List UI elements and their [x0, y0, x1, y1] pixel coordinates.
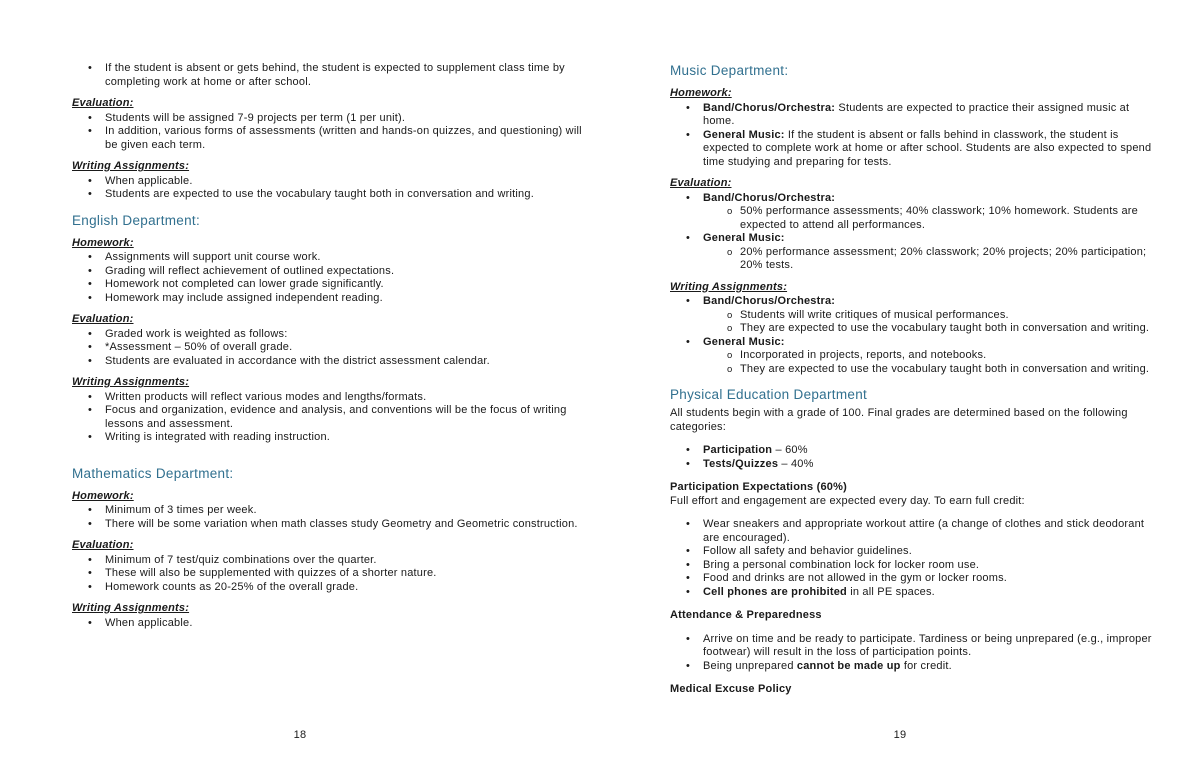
list-item-text	[703, 336, 1162, 350]
list-item	[72, 62, 596, 89]
bullet-icon: •	[88, 580, 93, 593]
list-item	[72, 567, 596, 581]
section-label: Homework:	[72, 236, 134, 249]
list-item-text	[703, 102, 1162, 129]
circle-bullet-icon: o	[727, 323, 733, 334]
list-item-text	[740, 205, 1162, 232]
list-item-text	[105, 125, 596, 152]
bold-text: General Music:	[703, 232, 785, 244]
text: Homework not completed can lower grade significantly.	[105, 278, 384, 290]
spacer	[670, 471, 1162, 481]
list-item	[670, 660, 1162, 674]
bullet-icon: •	[686, 444, 691, 456]
list-item-text	[740, 309, 1162, 323]
list-item	[670, 232, 1162, 246]
bullet-icon: •	[686, 585, 691, 598]
list-item-text	[703, 232, 1162, 246]
bullet-icon: •	[686, 295, 691, 307]
paragraph	[670, 407, 1162, 434]
bullet-icon: •	[88, 504, 93, 516]
bullet-icon: •	[686, 335, 691, 348]
list-item-text	[105, 391, 596, 405]
list-item	[72, 554, 596, 568]
section-label: Writing Assignments:	[72, 376, 190, 388]
text: Grading will reflect achievement of outlined expectations.	[105, 264, 395, 277]
bullet-icon: •	[88, 404, 93, 416]
bullet-icon: •	[88, 553, 93, 566]
text: Follow all safety and behavior guidelines.	[703, 545, 912, 557]
text: Homework may include assigned independent reading.	[105, 291, 383, 304]
list-item-text	[105, 431, 596, 445]
spacer	[670, 508, 1162, 518]
list-item-text	[105, 265, 596, 279]
list-item-text	[703, 518, 1162, 545]
list-item-text	[105, 278, 596, 292]
spacer	[670, 623, 1162, 633]
bullet-icon: •	[88, 188, 93, 200]
paragraph	[670, 495, 1162, 509]
list-item-text	[105, 581, 596, 595]
list-item-text	[703, 586, 1162, 600]
section-label: Homework:	[72, 489, 134, 502]
text: When applicable.	[105, 174, 193, 187]
text: Wear sneakers and appropriate workout attire (a change of clothes and stick deodorant are encouraged).	[703, 518, 1145, 544]
bold-text: Participation	[703, 444, 773, 456]
list-item-text	[105, 328, 596, 342]
list-item	[72, 292, 596, 306]
list-item	[72, 504, 596, 518]
bullet-icon: •	[88, 264, 93, 277]
text: 20% performance assessment; 20% classwork; 20% projects; 20% participation; 20% tests.	[740, 245, 1147, 271]
bullet-icon: •	[686, 632, 691, 645]
list-item-text	[105, 341, 596, 355]
text: Assignments will support unit course work.	[105, 251, 321, 263]
text: They are expected to use the vocabulary taught both in conversation and writing.	[740, 322, 1150, 334]
bullet-icon: •	[88, 278, 93, 290]
list-item	[72, 328, 596, 342]
text: Focus and organization, evidence and analysis, and conventions will be the focus of writing lessons and assessment.	[105, 404, 567, 430]
bullet-icon: •	[88, 111, 93, 124]
bullet-list	[670, 192, 1162, 273]
bullet-icon: •	[88, 327, 93, 340]
list-item-text	[703, 660, 1162, 674]
text: – 40%	[778, 457, 814, 470]
text: Incorporated in projects, reports, and notebooks.	[740, 349, 987, 361]
list-item-text	[105, 188, 596, 202]
list-item	[670, 192, 1162, 206]
section-label: Evaluation:	[670, 177, 732, 189]
bullet-icon: •	[88, 354, 93, 367]
list-item-text	[703, 444, 1162, 458]
section-label: Writing Assignments:	[72, 602, 190, 614]
bullet-list	[72, 554, 596, 595]
text: There will be some variation when math classes study Geometry and Geometric construction.	[105, 517, 578, 530]
text: These will also be supplemented with quizzes of a shorter nature.	[105, 567, 437, 579]
list-item-text	[740, 322, 1162, 336]
list-item-text	[703, 633, 1162, 660]
department-heading: English Department:	[72, 212, 201, 228]
bullet-icon: •	[88, 291, 93, 304]
bullet-list	[72, 62, 596, 89]
bullet-list	[72, 617, 596, 631]
bold-text: Band/Chorus/Orchestra:	[703, 191, 836, 204]
list-item	[670, 336, 1162, 350]
list-item-text	[105, 567, 596, 581]
bold-text: General Music:	[703, 335, 785, 348]
list-item-text	[703, 192, 1162, 206]
bullet-icon: •	[686, 128, 691, 141]
bullet-icon: •	[88, 251, 93, 263]
list-item-text	[105, 518, 596, 532]
spacer	[72, 445, 596, 455]
text: Students are expected to practice their assigned music at home.	[703, 101, 1130, 127]
list-item	[670, 458, 1162, 472]
list-item	[72, 278, 596, 292]
list-item	[72, 391, 596, 405]
section-label: Writing Assignments:	[670, 280, 788, 293]
bullet-icon: •	[686, 659, 691, 672]
section-label: Evaluation:	[72, 539, 134, 551]
list-item-text	[740, 246, 1162, 273]
bullet-icon: •	[686, 101, 691, 114]
list-item-text	[703, 572, 1162, 586]
list-item	[670, 444, 1162, 458]
text: Full effort and engagement are expected every day. To earn full credit:	[670, 494, 1025, 507]
spacer	[670, 673, 1162, 683]
bullet-icon: •	[686, 191, 691, 204]
list-item	[670, 349, 1162, 363]
list-item	[670, 572, 1162, 586]
bullet-icon: •	[686, 572, 691, 584]
bullet-list	[72, 328, 596, 369]
text: Homework counts as 20-25% of the overall grade.	[105, 580, 359, 593]
list-item-text	[703, 295, 1162, 309]
page-19	[600, 0, 1200, 776]
bullet-icon: •	[88, 341, 93, 353]
circle-bullet-icon: o	[727, 246, 733, 258]
list-item-text	[703, 545, 1162, 559]
text: All students begin with a grade of 100. Final grades are determined based on the following categories:	[670, 407, 1128, 433]
text: – 60%	[772, 444, 808, 456]
list-item	[670, 295, 1162, 309]
list-item	[72, 518, 596, 532]
list-item-text	[105, 504, 596, 518]
circle-bullet-icon: o	[727, 350, 733, 361]
list-item	[72, 175, 596, 189]
text: Bring a personal combination lock for locker room use.	[703, 558, 980, 571]
list-item	[670, 545, 1162, 559]
circle-bullet-icon: o	[727, 206, 733, 217]
text: They are expected to use the vocabulary taught both in conversation and writing.	[740, 362, 1150, 375]
department-heading: Physical Education Department	[670, 387, 868, 402]
spacer	[670, 434, 1162, 444]
list-item-text	[703, 559, 1162, 573]
page-content	[0, 0, 600, 630]
bold-text: Medical Excuse Policy	[670, 683, 792, 695]
bullet-list	[670, 102, 1162, 170]
paragraph	[670, 683, 1162, 697]
list-item-text	[703, 129, 1162, 170]
text: Students are expected to use the vocabulary taught both in conversation and writing.	[105, 188, 534, 200]
text: Students will be assigned 7-9 projects per term (1 per unit).	[105, 111, 406, 124]
bullet-icon: •	[88, 431, 93, 443]
text: Food and drinks are not allowed in the gym or locker rooms.	[703, 572, 1008, 584]
text: Arrive on time and be ready to participate. Tardiness or being unprepared (e.g., improper footwear) will result in the loss of participation points.	[703, 632, 1152, 658]
list-item	[670, 102, 1162, 129]
list-item	[72, 188, 596, 202]
list-item	[670, 363, 1162, 377]
list-item	[72, 617, 596, 631]
bold-text: cannot be made up	[796, 659, 901, 672]
list-item	[670, 309, 1162, 323]
bullet-icon: •	[686, 558, 691, 571]
text: Students will write critiques of musical performances.	[740, 308, 1009, 321]
bullet-icon: •	[88, 616, 93, 629]
bullet-list	[670, 633, 1162, 674]
text: If the student is absent or falls behind in classwork, the student is expected to complete work at home or after school. Students are also expected to spend time studying and preparing for tests.	[703, 128, 1152, 168]
bullet-icon: •	[88, 125, 93, 137]
text: Graded work is weighted as follows:	[105, 327, 288, 340]
circle-bullet-icon: o	[727, 309, 733, 321]
bold-text: Attendance & Preparedness	[670, 609, 822, 621]
list-item-text	[105, 404, 596, 431]
text: In addition, various forms of assessments (written and hands-on quizzes, and questioning) will be given each term.	[105, 125, 582, 151]
bold-text: Band/Chorus/Orchestra:	[703, 295, 836, 307]
department-heading: Music Department:	[670, 63, 789, 78]
circle-bullet-icon: o	[727, 363, 733, 375]
list-item-text	[105, 112, 596, 126]
list-item-text	[703, 458, 1162, 472]
bullet-icon: •	[88, 62, 93, 74]
list-item	[72, 341, 596, 355]
bullet-list	[72, 112, 596, 153]
text: 50% performance assessments; 40% classwork; 10% homework. Students are expected to attend all performances.	[740, 205, 1138, 231]
bullet-icon: •	[88, 174, 93, 187]
bullet-list	[670, 295, 1162, 376]
list-item-text	[105, 251, 596, 265]
bold-text: Tests/Quizzes	[703, 457, 779, 470]
list-item	[72, 112, 596, 126]
list-item	[670, 129, 1162, 170]
section-label: Homework:	[670, 87, 732, 99]
list-item-text	[105, 292, 596, 306]
section-label: Evaluation:	[72, 97, 134, 109]
list-item	[670, 246, 1162, 273]
list-item	[670, 518, 1162, 545]
text: in all PE spaces.	[846, 585, 935, 598]
text: If the student is absent or gets behind, the student is expected to supplement class time by completing work at home or after school.	[105, 62, 565, 88]
list-item	[670, 633, 1162, 660]
bold-text: Cell phones are prohibited	[703, 585, 847, 598]
list-item	[670, 205, 1162, 232]
list-item	[72, 265, 596, 279]
bullet-icon: •	[686, 518, 691, 530]
bullet-icon: •	[686, 545, 691, 557]
bullet-icon: •	[686, 457, 691, 470]
list-item	[72, 125, 596, 152]
section-label: Writing Assignments:	[72, 160, 190, 172]
text: Minimum of 7 test/quiz combinations over the quarter.	[105, 553, 377, 566]
text: Being unprepared	[703, 659, 797, 672]
bullet-list	[72, 251, 596, 305]
text: Minimum of 3 times per week.	[105, 504, 257, 516]
bullet-list	[72, 504, 596, 531]
list-item	[72, 581, 596, 595]
list-item	[72, 431, 596, 445]
list-item-text	[105, 617, 596, 631]
bullet-icon: •	[686, 232, 691, 244]
bold-text: General Music:	[703, 128, 785, 141]
list-item-text	[740, 363, 1162, 377]
section-label: Evaluation:	[72, 313, 134, 325]
bullet-icon: •	[88, 567, 93, 579]
paragraph	[670, 481, 1162, 495]
list-item-text	[740, 349, 1162, 363]
bullet-list	[72, 175, 596, 202]
text: Students are evaluated in accordance with the district assessment calendar.	[105, 354, 490, 367]
spacer	[670, 599, 1162, 609]
bullet-list	[670, 518, 1162, 599]
list-item	[670, 586, 1162, 600]
bullet-list	[670, 444, 1162, 471]
text: *Assessment – 50% of overall grade.	[105, 341, 293, 353]
page-number: 18	[293, 728, 307, 741]
text: Writing is integrated with reading instruction.	[105, 431, 331, 443]
paragraph	[670, 609, 1162, 623]
list-item	[670, 322, 1162, 336]
page-content	[600, 0, 1200, 697]
text: When applicable.	[105, 616, 193, 629]
department-heading: Mathematics Department:	[72, 465, 234, 481]
list-item-text	[105, 554, 596, 568]
text: Written products will reflect various modes and lengths/formats.	[105, 390, 427, 403]
list-item-text	[105, 175, 596, 189]
list-item	[670, 559, 1162, 573]
list-item	[72, 251, 596, 265]
list-item-text	[105, 62, 596, 89]
page-number: 19	[893, 728, 907, 741]
bullet-list	[72, 391, 596, 445]
list-item	[72, 355, 596, 369]
bold-text: Band/Chorus/Orchestra:	[703, 101, 836, 114]
list-item-text	[105, 355, 596, 369]
bullet-icon: •	[88, 390, 93, 403]
list-item	[72, 404, 596, 431]
text: for credit.	[900, 659, 952, 672]
bold-text: Participation Expectations (60%)	[670, 481, 847, 493]
bullet-icon: •	[88, 517, 93, 530]
